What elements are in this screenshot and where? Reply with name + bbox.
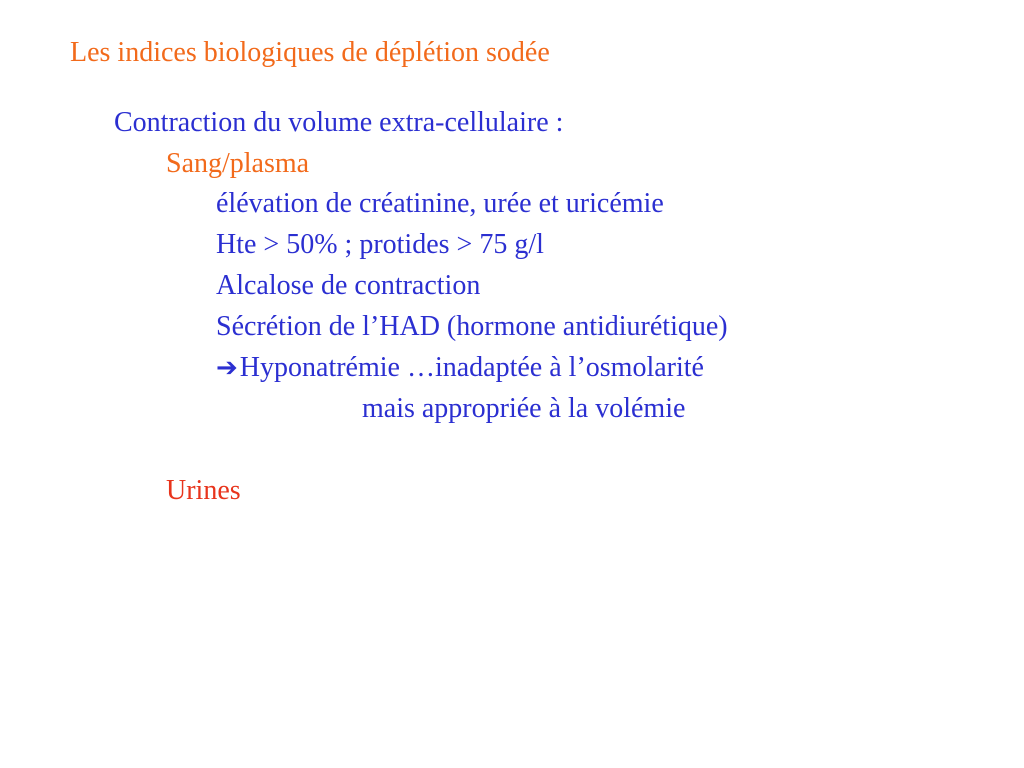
list-item: élévation de créatinine, urée et uricémie: [216, 188, 664, 219]
arrow-line: [216, 351, 704, 385]
list-item: Alcalose de contraction: [216, 270, 481, 301]
continuation-line: mais appropriée à la volémie: [362, 393, 686, 424]
subheading-blood-plasma: Sang/plasma: [166, 148, 310, 179]
list-item: Sécrétion de l’HAD (hormone antidiurétique): [216, 311, 728, 342]
section-heading: Contraction du volume extra-cellulaire :: [114, 107, 564, 138]
list-item: Hte > 50% ; protides > 75 g/l: [216, 229, 544, 260]
slide-title: Les indices biologiques de déplétion sodée: [70, 37, 550, 68]
subheading-urines: Urines: [166, 475, 241, 506]
right-arrow-icon: ➔: [216, 353, 238, 383]
arrow-line-text: Hyponatrémie …inadaptée à l’osmolarité: [239, 352, 704, 383]
